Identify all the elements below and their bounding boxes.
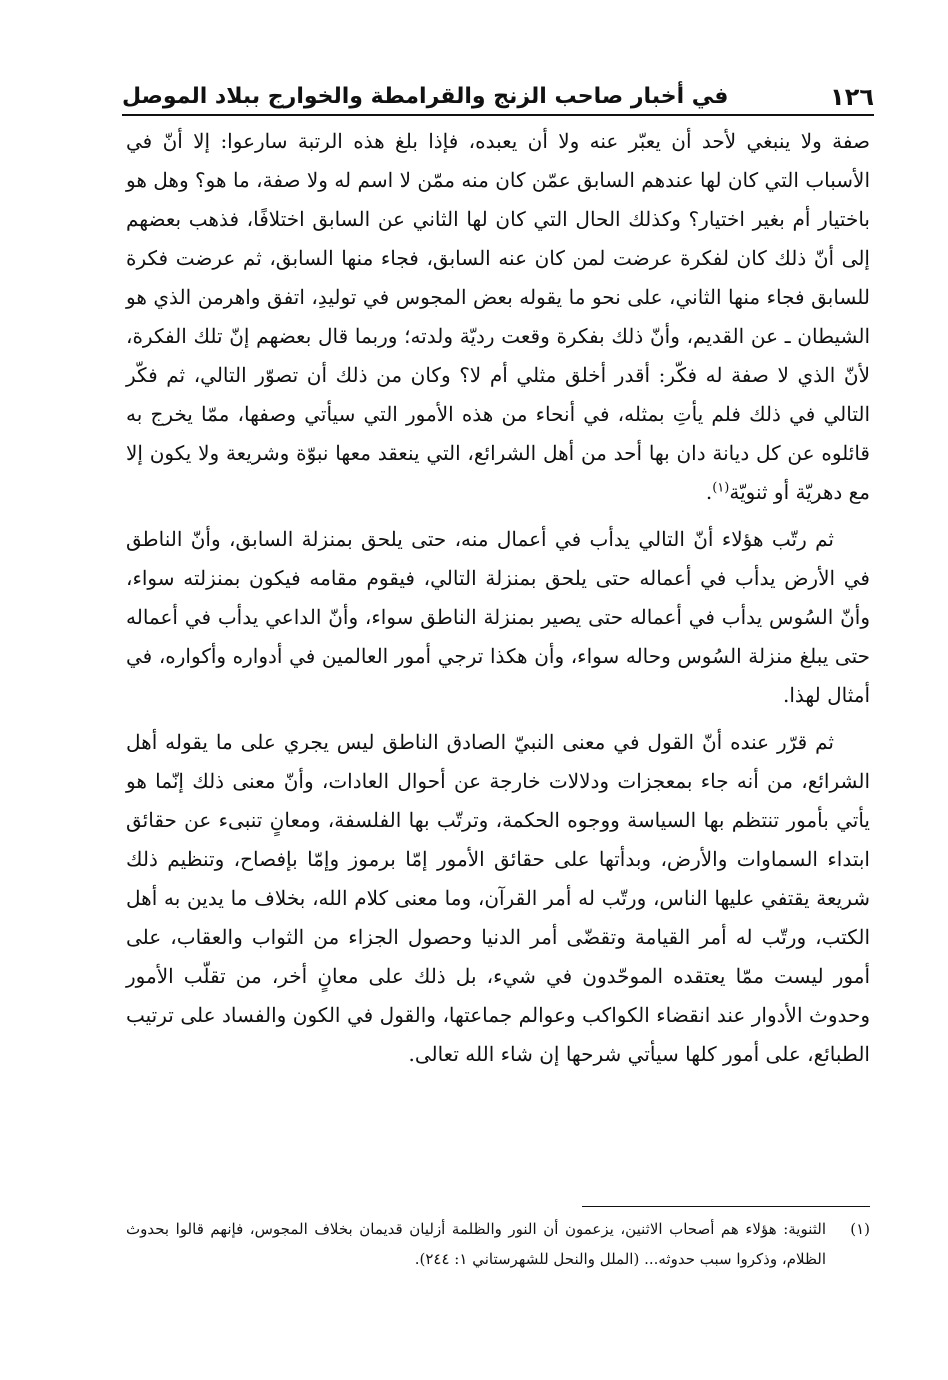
running-header	[122, 72, 874, 112]
paragraph-1-text: صفة ولا ينبغي لأحد أن يعبّر عنه ولا أن يعبده، فإذا بلغ هذه الرتبة سارعوا: إلا أنّ في الأسباب التي كان لها عندهم السابق عمّن كان منه ممّن لا اسم له ولا صفة، ما هو؟ وهل هو باختيار أم بغير اختيار؟ وكذلك الحال التي كان لها الثاني عن السابق اختلافًا، فذهب بعضهم إلى أنّ ذلك كان لفكرة عرضت لمن كان عنه السابق، فجاء منها السابق، ثم عرضت فكرة للسابق فجاء منها الثاني، على نحو ما يقوله بعض المجوس في توليدِ، اتفق واهرمن الذي هو الشيطان ـ عن القديم، وأنّ ذلك بفكرة وقعت رديّة ولدته؛ وربما قال بعضهم إنّ تلك الفكرة، لأنّ الذي لا صفة له فكّر: أقدر أخلق مثلي أم لا؟ وكان من ذلك أن تصوّر التالي، ثم فكّر التالي في ذلك فلم يأتِ بمثله، في أنحاء من هذه الأمور التي سيأتي وصفها، ممّا يخرج به قائلوه عن كل ديانة دان بها أحد من أهل الشرائع، التي ينعقد معها نبوّة وشريعة ولا يكون إلا مع دهريّة أو ثنويّة	[126, 129, 870, 504]
footnote-1	[126, 1214, 870, 1274]
footnote-separator	[582, 1206, 870, 1207]
page-number: ١٢٦	[830, 83, 874, 111]
footnote-text: الثنوية: هؤلاء هم أصحاب الاثنين، يزعمون أن النور والظلمة أزليان قديمان بخلاف المجوس، فإنهم قالوا بحدوث الظلام، وذكروا سبب حدوثه... (الملل والنحل للشهرستاني ١: ٢٤٤).	[126, 1220, 826, 1268]
running-title: في أخبار صاحب الزنج والقرامطة والخوارج ببلاد الموصل	[122, 84, 729, 109]
paragraph-2: ثم رتّب هؤلاء أنّ التالي يدأب في أعمال منه، حتى يلحق بمنزلة السابق، وأنّ الناطق في الأرض يدأب في أعماله حتى يلحق بمنزلة التالي، فيقوم مقامه فيكون بمنزلته سواء، وأنّ السُوس يدأب في أعماله حتى يصير بمنزلة الناطق سواء، وأنّ الداعي يدأب في أعماله حتى يبلغ منزلة السُوس وحاله سواء، وأن هكذا ترجي أمور العالمين في أدواره وأكواره، في أمثال لهذا.	[126, 527, 870, 707]
paragraph-3: ثم قرّر عنده أنّ القول في معنى النبيّ الصادق الناطق ليس يجري على ما يقوله أهل الشرائع، من أنه جاء بمعجزات ودلالات خارجة عن أحوال العادات، وأنّ معنى ذلك إنّما هو يأتي بأمور تنتظم بها السياسة ووجوه الحكمة، وترتّب بها الفلسفة، ومعانٍ تنبىء عن حقائق ابتداء السماوات والأرض، وبدأتها على حقائق الأمور إمّا برموز وإمّا بإفصاح، وتنظيم ذلك شريعة يقتفي عليها الناس، ورتّب له أمر القرآن، وما معنى كلام الله، بخلاف ما يدين به أهل الكتب، ورتّب له أمر القيامة وتقضّى أمر الدنيا وحصول الجزاء من الثواب والعقاب، على أمور ليست ممّا يعتقده الموحّدون في شيء، بل ذلك على معانٍ أخر، من تقلّب الأمور وحدوث الأدوار عند انقضاء الكواكب وعوالم جماعتها، والقول في الكون والفساد على ترتيب الطبائع، على أمور كلها سيأتي شرحها إن شاء الله تعالى.	[126, 730, 871, 1066]
footnotes	[126, 1214, 870, 1274]
paragraph-1	[126, 122, 870, 512]
main-text	[126, 122, 870, 1082]
footnote-reference: (١)	[712, 480, 730, 496]
header-rule	[122, 114, 874, 116]
paragraph-1-end: .	[705, 480, 713, 504]
footnote-marker: (١)	[850, 1220, 870, 1238]
